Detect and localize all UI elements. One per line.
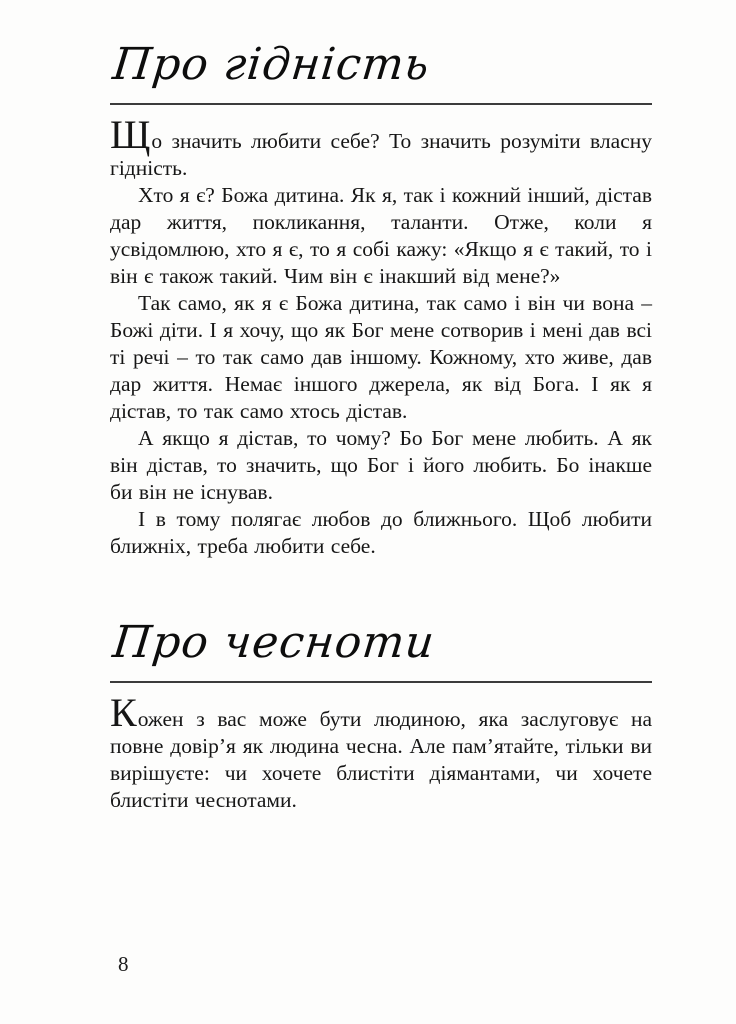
heading-rule: [110, 681, 652, 683]
paragraph-lead: [110, 690, 652, 814]
section-heading-virtues: Про чесноти: [110, 617, 438, 669]
raised-initial-letter: Щ: [110, 112, 152, 158]
heading-rule: [110, 103, 652, 105]
section-body: [110, 690, 652, 814]
paragraph: Так само, як я є Божа дитина, так само і він чи вона – Божі діти. І я хочу, що як Бог мене сотворив і мені дав всі ті речі – то так само дав іншому. Кожному, хто живе, дав дар життя. Немає іншого джерела, як від Бога. І як я дістав, то так само хтось дістав.: [110, 291, 652, 424]
paragraph: А якщо я дістав, то чому? Бо Бог мене любить. А як він дістав, то значить, що Бог і його любить. Бо інакше би він не існував.: [110, 426, 652, 505]
paragraph-text: ожен з вас може бути людиною, яка заслуговує на повне довір’я як людина чесна. Але пам’ятайте, тільки ви вирішуєте: чи хочете блистіти діямантами, чи хочете блистіти чеснотами.: [110, 707, 652, 813]
section-heading-dignity: Про гідність: [110, 39, 433, 90]
section-body: [110, 112, 652, 560]
paragraph-text: о значить любити себе? То значить розуміти власну гідність.: [110, 129, 652, 181]
paragraph: Хто я є? Божа дитина. Як я, так і кожний інший, дістав дар життя, покликання, таланти. Отже, коли я усвідомлюю, хто я є, то я собі кажу: «Якщо я є такий, то і він є також такий. Чим він є інакший від мене?»: [110, 183, 652, 289]
section-virtues: [110, 614, 652, 814]
section-dignity: [110, 36, 652, 560]
paragraph-lead: [110, 112, 652, 182]
page-number: 8: [118, 952, 129, 976]
raised-initial-letter: К: [110, 690, 138, 736]
paragraph: І в тому полягає любов до ближнього. Щоб любити ближніх, треба любити себе.: [110, 507, 652, 559]
